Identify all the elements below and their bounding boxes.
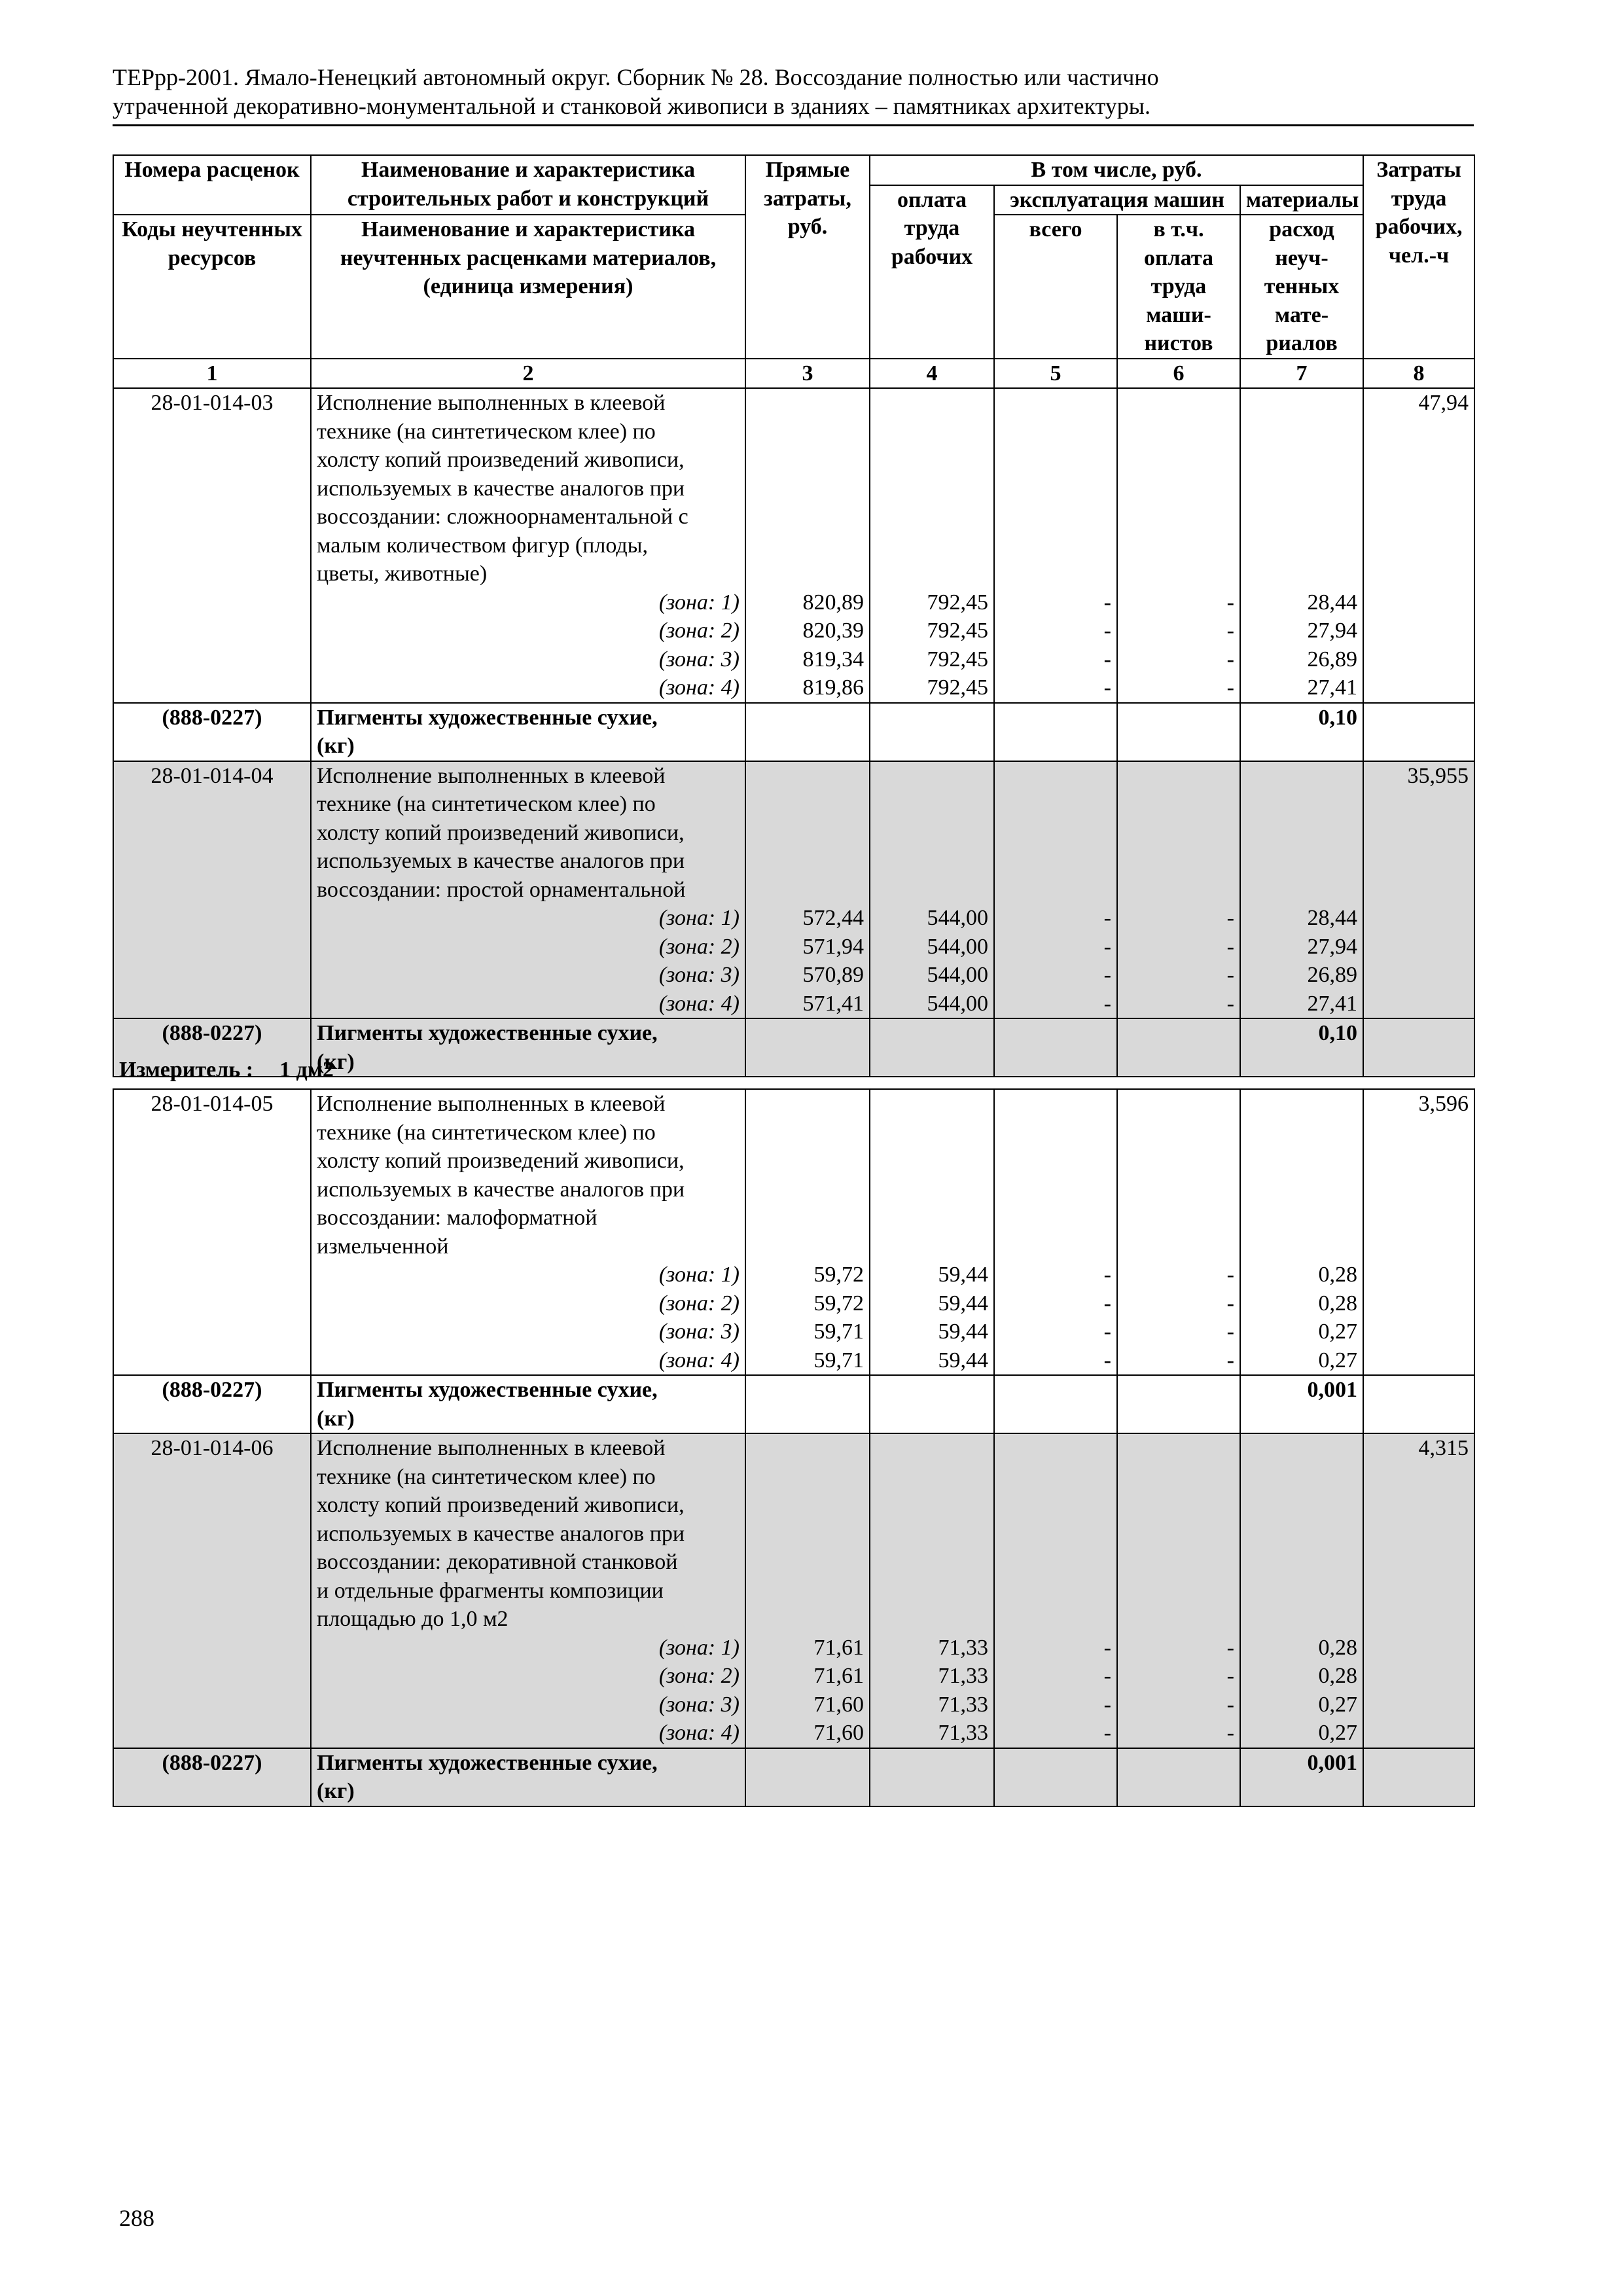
labor-cost: 3,596	[1363, 1089, 1474, 1375]
direct-cost: 59,71	[813, 1319, 864, 1344]
materials-cost: 0,27	[1318, 1692, 1357, 1717]
col6-header: в т.ч. оплата труда маши-нистов	[1117, 215, 1240, 359]
rates-table	[113, 154, 1475, 1077]
direct-cost: 571,41	[802, 991, 864, 1016]
resource-code: (888-0227)	[113, 703, 311, 761]
col1-top-header: Номера расценок	[113, 155, 311, 215]
description-line: малым количеством фигур (плоды,	[317, 533, 648, 558]
labor-cost: 4,315	[1363, 1433, 1474, 1748]
resource-name-line: Пигменты художественные сухие,	[317, 1021, 658, 1045]
header-rule	[113, 124, 1474, 126]
machines-total: -	[1103, 1692, 1111, 1717]
description-line: технике (на синтетическом клее) по	[317, 1120, 656, 1145]
col-number: 1	[113, 359, 311, 389]
incl-header: В том числе, руб.	[870, 155, 1363, 185]
description-line: измельченной	[317, 1234, 449, 1259]
resource-name-line: (кг)	[317, 734, 355, 758]
description-line: воссоздании: сложноорнаментальной с	[317, 505, 688, 529]
machines-total: -	[1103, 991, 1111, 1016]
machines-total: -	[1103, 1348, 1111, 1372]
machines-total: -	[1103, 1291, 1111, 1316]
machinist-wages: -	[1226, 675, 1234, 700]
rate-code: 28-01-014-06	[113, 1433, 311, 1748]
description-line: воссоздании: малоформатной	[317, 1206, 597, 1230]
machines-total: -	[1103, 647, 1111, 672]
resource-row	[113, 1375, 1474, 1433]
machinist-wages: -	[1226, 991, 1234, 1016]
col-number: 8	[1363, 359, 1474, 389]
worker-wages: 59,44	[938, 1291, 988, 1316]
worker-wages-cell	[870, 1089, 994, 1375]
col-number: 5	[994, 359, 1117, 389]
worker-wages-cell	[870, 761, 994, 1019]
worker-wages: 59,44	[938, 1319, 988, 1344]
running-header	[113, 63, 1472, 120]
worker-wages: 71,33	[938, 1664, 988, 1688]
machines-total: -	[1103, 1664, 1111, 1688]
materials-header: материалы	[1240, 185, 1363, 215]
direct-cost-cell	[745, 388, 870, 703]
zone-label: (зона: 3)	[658, 963, 740, 987]
materials-cost: 27,41	[1307, 675, 1358, 700]
machines-total: -	[1103, 590, 1111, 615]
worker-wages: 792,45	[927, 675, 988, 700]
machinist-wages: -	[1226, 1692, 1234, 1717]
col-number: 6	[1117, 359, 1240, 389]
machines-total: -	[1103, 675, 1111, 700]
materials-cost: 27,41	[1307, 991, 1358, 1016]
materials-cost-cell	[1240, 761, 1363, 1019]
machinist-wages: -	[1226, 934, 1234, 959]
resource-name	[311, 1375, 745, 1433]
materials-cost: 0,28	[1318, 1291, 1357, 1316]
rate-block	[113, 388, 1474, 761]
labor-cost: 35,955	[1363, 761, 1474, 1019]
col1-bottom-header: Коды неучтенных ресурсов	[113, 215, 311, 359]
description-line: холсту копий произведений живописи,	[317, 1149, 685, 1173]
resource-code: (888-0227)	[113, 1748, 311, 1806]
zone-label: (зона: 3)	[658, 647, 740, 672]
resource-name-line: (кг)	[317, 1779, 355, 1803]
zone-label: (зона: 1)	[658, 906, 740, 930]
col3-header: Прямые затраты, руб.	[745, 155, 870, 359]
zone-label: (зона: 1)	[658, 1263, 740, 1287]
worker-wages: 59,44	[938, 1263, 988, 1287]
zone-label: (зона: 4)	[658, 1348, 740, 1372]
worker-wages: 792,45	[927, 619, 988, 643]
machinist-wages: -	[1226, 647, 1234, 672]
machinist-wages: -	[1226, 590, 1234, 615]
materials-cost-cell	[1240, 1433, 1363, 1748]
rate-description	[311, 761, 745, 1019]
worker-wages: 544,00	[927, 963, 988, 987]
machinist-wages-cell	[1117, 1089, 1240, 1375]
materials-cost: 28,44	[1307, 906, 1358, 930]
col-number: 7	[1240, 359, 1363, 389]
materials-cost: 0,27	[1318, 1348, 1357, 1372]
machinist-wages: -	[1226, 1635, 1234, 1660]
col5-header: всего	[994, 215, 1117, 359]
machinist-wages: -	[1226, 906, 1234, 930]
zone-label: (зона: 4)	[658, 1721, 740, 1745]
machines-total: -	[1103, 1319, 1111, 1344]
col-number: 4	[870, 359, 994, 389]
direct-cost: 820,89	[802, 590, 864, 615]
direct-cost: 572,44	[802, 906, 864, 930]
labor-cost: 47,94	[1363, 388, 1474, 703]
materials-cost: 0,27	[1318, 1721, 1357, 1745]
meter-value: 1 дм2	[279, 1058, 334, 1082]
rate-row	[113, 1089, 1474, 1375]
direct-cost: 59,72	[813, 1263, 864, 1287]
materials-cost: 27,94	[1307, 934, 1358, 959]
description-line: технике (на синтетическом клее) по	[317, 1464, 656, 1489]
machines-total-cell	[994, 1433, 1117, 1748]
resource-quantity: 0,10	[1240, 703, 1363, 761]
machinist-wages: -	[1226, 1348, 1234, 1372]
direct-cost: 570,89	[802, 963, 864, 987]
machines-total: -	[1103, 1263, 1111, 1287]
materials-cost: 28,44	[1307, 590, 1358, 615]
resource-name	[311, 1018, 745, 1077]
header-line-2: утраченной декоративно-монументальной и станковой живописи в зданиях – памятниках архитектуры.	[113, 93, 1150, 119]
description-line: холсту копий произведений живописи,	[317, 1493, 685, 1517]
machines-header: эксплуатация машин	[994, 185, 1240, 215]
description-line: воссоздании: простой орнаментальной	[317, 877, 686, 902]
description-line: Исполнение выполненных в клеевой	[317, 1092, 666, 1116]
rate-description	[311, 1089, 745, 1375]
worker-wages: 59,44	[938, 1348, 988, 1372]
machines-total: -	[1103, 934, 1111, 959]
materials-cost: 26,89	[1307, 647, 1358, 672]
resource-row	[113, 703, 1474, 761]
direct-cost: 59,71	[813, 1348, 864, 1372]
resource-name	[311, 1748, 745, 1806]
col4-header: оплата труда рабочих	[870, 185, 994, 359]
page-number: 288	[119, 2205, 154, 2231]
resource-quantity: 0,10	[1240, 1018, 1363, 1077]
materials-cost: 26,89	[1307, 963, 1358, 987]
machines-total: -	[1103, 963, 1111, 987]
description-line: используемых в качестве аналогов при	[317, 476, 685, 501]
resource-name-line: (кг)	[317, 1049, 355, 1074]
worker-wages: 544,00	[927, 991, 988, 1016]
machinist-wages-cell	[1117, 761, 1240, 1019]
resource-name-line: Пигменты художественные сухие,	[317, 705, 658, 730]
description-line: холсту копий произведений живописи,	[317, 820, 685, 845]
resource-name-line: Пигменты художественные сухие,	[317, 1750, 658, 1775]
description-line: используемых в качестве аналогов при	[317, 1177, 685, 1202]
worker-wages: 71,33	[938, 1692, 988, 1717]
description-line: цветы, животные)	[317, 562, 488, 586]
machinist-wages: -	[1226, 1263, 1234, 1287]
machinist-wages: -	[1226, 1319, 1234, 1344]
zone-label: (зона: 4)	[658, 675, 740, 700]
zone-label: (зона: 1)	[658, 1635, 740, 1660]
worker-wages: 544,00	[927, 906, 988, 930]
description-line: Исполнение выполненных в клеевой	[317, 763, 666, 788]
worker-wages: 71,33	[938, 1721, 988, 1745]
materials-cost: 0,28	[1318, 1263, 1357, 1287]
meter-label: Измеритель :	[119, 1058, 254, 1082]
resource-name-line: (кг)	[317, 1406, 355, 1431]
machinist-wages: -	[1226, 1291, 1234, 1316]
description-line: используемых в качестве аналогов при	[317, 849, 685, 873]
worker-wages: 544,00	[927, 934, 988, 959]
machinist-wages: -	[1226, 1664, 1234, 1688]
machines-total: -	[1103, 619, 1111, 643]
machines-total-cell	[994, 761, 1117, 1019]
resource-name-line: Пигменты художественные сухие,	[317, 1378, 658, 1402]
rate-code: 28-01-014-04	[113, 761, 311, 1019]
machinist-wages: -	[1226, 963, 1234, 987]
direct-cost-cell	[745, 761, 870, 1019]
description-line: Исполнение выполненных в клеевой	[317, 391, 666, 415]
description-line: холсту копий произведений живописи,	[317, 448, 685, 472]
machines-total-cell	[994, 1089, 1117, 1375]
direct-cost: 819,86	[802, 675, 864, 700]
resource-row	[113, 1748, 1474, 1806]
description-line: Исполнение выполненных в клеевой	[317, 1436, 666, 1460]
description-line: воссоздании: декоративной станковой	[317, 1550, 678, 1574]
machinist-wages: -	[1226, 619, 1234, 643]
zone-label: (зона: 2)	[658, 619, 740, 643]
worker-wages-cell	[870, 388, 994, 703]
machines-total-cell	[994, 388, 1117, 703]
zone-label: (зона: 2)	[658, 1291, 740, 1316]
resource-code: (888-0227)	[113, 1018, 311, 1077]
header-line-1: ТЕРрр-2001. Ямало-Ненецкий автономный округ. Сборник № 28. Воссоздание полностью или частично	[113, 64, 1159, 90]
resource-quantity: 0,001	[1240, 1748, 1363, 1806]
zone-label: (зона: 2)	[658, 934, 740, 959]
direct-cost-cell	[745, 1433, 870, 1748]
direct-cost: 71,60	[813, 1692, 864, 1717]
rate-block	[113, 1433, 1474, 1806]
meter-line	[119, 1058, 334, 1083]
direct-cost: 71,60	[813, 1721, 864, 1745]
rate-code: 28-01-014-05	[113, 1089, 311, 1375]
rate-row	[113, 761, 1474, 1019]
direct-cost: 819,34	[802, 647, 864, 672]
rate-description	[311, 1433, 745, 1748]
col7-header: расход неуч-тенных мате-риалов	[1240, 215, 1363, 359]
worker-wages-cell	[870, 1433, 994, 1748]
rate-description	[311, 388, 745, 703]
materials-cost: 0,28	[1318, 1664, 1357, 1688]
zone-label: (зона: 2)	[658, 1664, 740, 1688]
materials-cost-cell	[1240, 388, 1363, 703]
worker-wages: 792,45	[927, 647, 988, 672]
description-line: технике (на синтетическом клее) по	[317, 419, 656, 444]
zone-label: (зона: 3)	[658, 1319, 740, 1344]
direct-cost: 71,61	[813, 1664, 864, 1688]
machinist-wages: -	[1226, 1721, 1234, 1745]
materials-cost: 0,27	[1318, 1319, 1357, 1344]
materials-cost: 27,94	[1307, 619, 1358, 643]
rate-row	[113, 1433, 1474, 1748]
worker-wages: 71,33	[938, 1635, 988, 1660]
rate-block	[113, 1089, 1474, 1433]
zone-label: (зона: 1)	[658, 590, 740, 615]
col-number: 3	[745, 359, 870, 389]
zone-label: (зона: 4)	[658, 991, 740, 1016]
direct-cost-cell	[745, 1089, 870, 1375]
col8-header: Затраты труда рабочих, чел.-ч	[1363, 155, 1474, 359]
direct-cost: 820,39	[802, 619, 864, 643]
machines-total: -	[1103, 906, 1111, 930]
direct-cost: 571,94	[802, 934, 864, 959]
materials-cost-cell	[1240, 1089, 1363, 1375]
rate-block	[113, 761, 1474, 1077]
machinist-wages-cell	[1117, 388, 1240, 703]
resource-name	[311, 703, 745, 761]
machines-total: -	[1103, 1635, 1111, 1660]
machinist-wages-cell	[1117, 1433, 1240, 1748]
direct-cost: 71,61	[813, 1635, 864, 1660]
rate-code: 28-01-014-03	[113, 388, 311, 703]
rates-table-continued	[113, 1088, 1475, 1807]
resource-quantity: 0,001	[1240, 1375, 1363, 1433]
description-line: используемых в качестве аналогов при	[317, 1521, 685, 1546]
materials-cost: 0,28	[1318, 1635, 1357, 1660]
col-number: 2	[311, 359, 745, 389]
machines-total: -	[1103, 1721, 1111, 1745]
description-line: технике (на синтетическом клее) по	[317, 792, 656, 816]
rate-row	[113, 388, 1474, 703]
zone-label: (зона: 3)	[658, 1692, 740, 1717]
resource-code: (888-0227)	[113, 1375, 311, 1433]
col2-top-header: Наименование и характеристика строительных работ и конструкций	[311, 155, 745, 215]
col2-bottom-header: Наименование и характеристика неучтенных расценками материалов, (единица измерения)	[311, 215, 745, 359]
direct-cost: 59,72	[813, 1291, 864, 1316]
description-line: и отдельные фрагменты композиции	[317, 1578, 664, 1603]
worker-wages: 792,45	[927, 590, 988, 615]
description-line: площадью до 1,0 м2	[317, 1607, 508, 1631]
